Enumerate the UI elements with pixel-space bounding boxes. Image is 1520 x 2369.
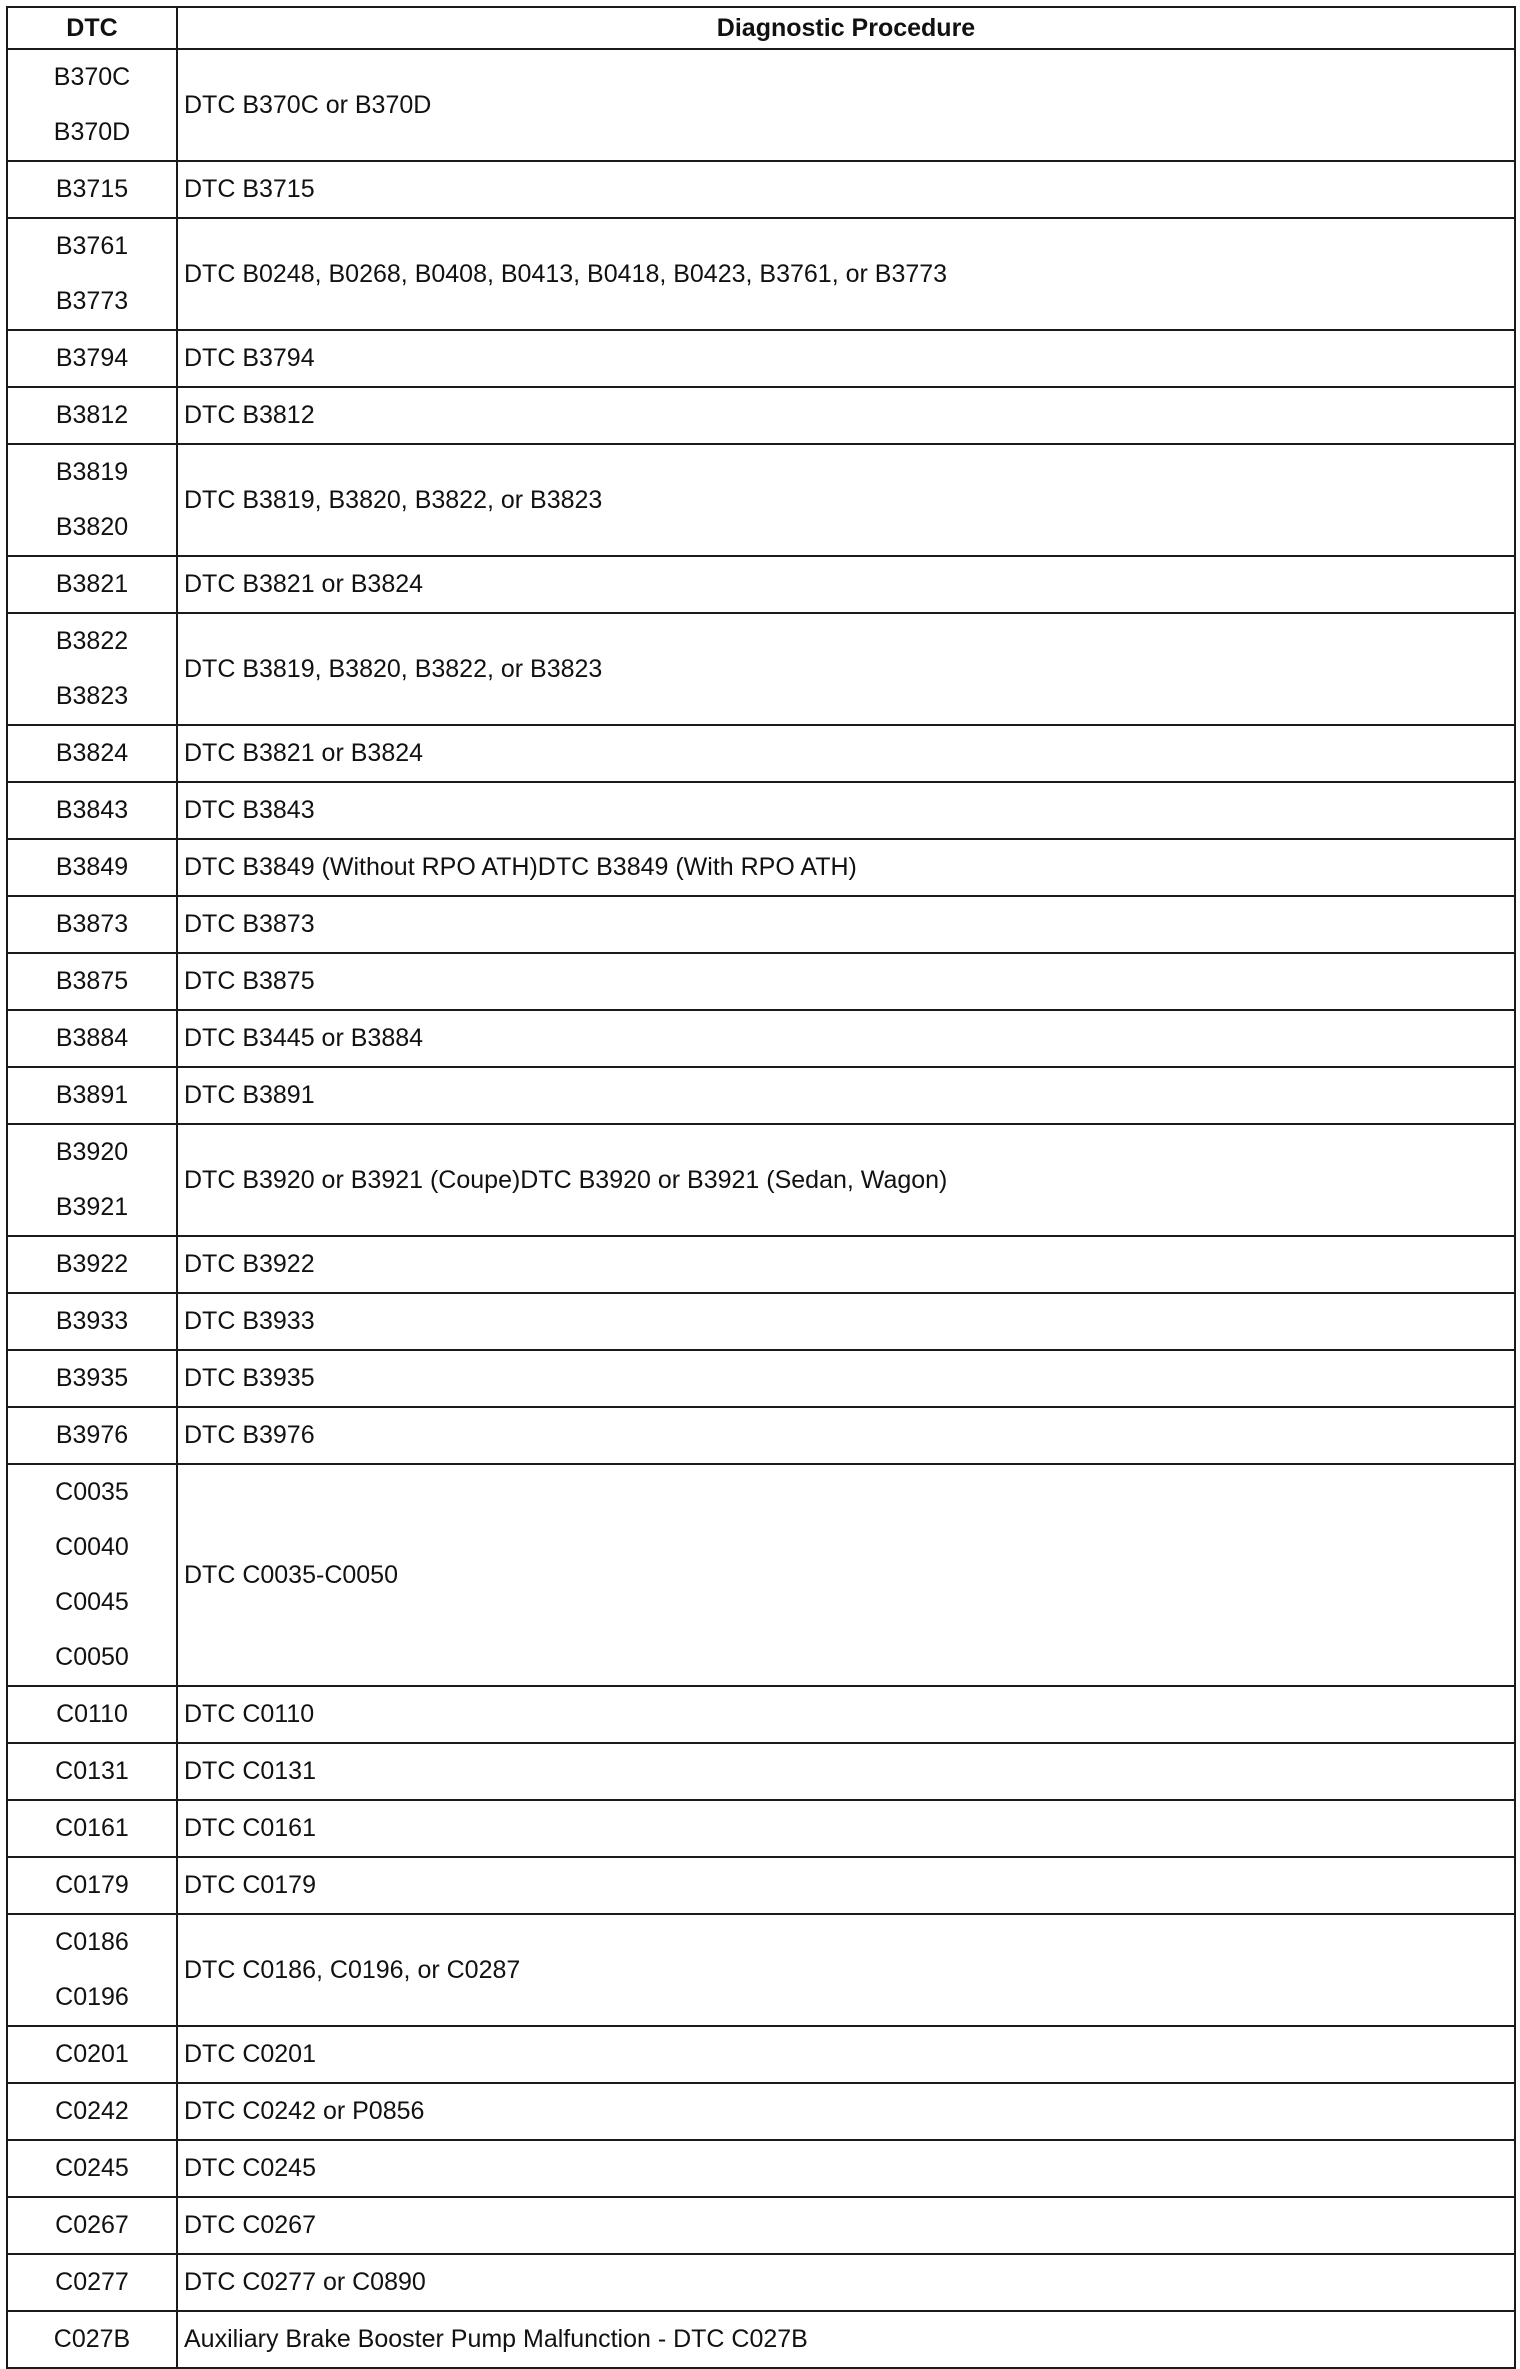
- procedure-cell: DTC B3976: [177, 1407, 1515, 1464]
- table-row: [7, 2197, 1515, 2254]
- dtc-code: C0242: [55, 2097, 129, 2125]
- procedure-cell: DTC B3920 or B3921 (Coupe)DTC B3920 or B3921 (Sedan, Wagon): [177, 1124, 1515, 1236]
- dtc-code: C0245: [55, 2154, 129, 2182]
- table-row: [7, 330, 1515, 387]
- table-row: [7, 1236, 1515, 1293]
- procedure-cell: DTC C0277 or C0890: [177, 2254, 1515, 2311]
- dtc-code: B3812: [55, 401, 129, 429]
- dtc-cell: [7, 2311, 177, 2368]
- dtc-code: C0196: [55, 1983, 129, 2011]
- dtc-code: B3823: [55, 682, 129, 710]
- dtc-code: B3922: [55, 1250, 129, 1278]
- table-row: [7, 387, 1515, 444]
- dtc-cell: [7, 1236, 177, 1293]
- dtc-cell: [7, 1067, 177, 1124]
- procedure-cell: DTC B3819, B3820, B3822, or B3823: [177, 444, 1515, 556]
- dtc-code: B3715: [55, 175, 129, 203]
- procedure-cell: DTC C0161: [177, 1800, 1515, 1857]
- dtc-cell: [7, 725, 177, 782]
- procedure-cell: DTC C0201: [177, 2026, 1515, 2083]
- dtc-code: B370D: [53, 118, 131, 146]
- procedure-cell: DTC B3875: [177, 953, 1515, 1010]
- procedure-cell: DTC C0245: [177, 2140, 1515, 2197]
- table-row: [7, 49, 1515, 161]
- dtc-cell: [7, 1010, 177, 1067]
- table-row: [7, 2026, 1515, 2083]
- dtc-code: C0040: [55, 1533, 129, 1561]
- procedure-cell: DTC B3873: [177, 896, 1515, 953]
- dtc-cell: [7, 1914, 177, 2026]
- table-row: [7, 556, 1515, 613]
- dtc-code: B3819: [55, 458, 129, 486]
- table-body: [7, 49, 1515, 2368]
- dtc-cell: [7, 782, 177, 839]
- procedure-cell: DTC C0242 or P0856: [177, 2083, 1515, 2140]
- table-header-row: [7, 7, 1515, 49]
- table-row: [7, 218, 1515, 330]
- dtc-column-header: DTC: [7, 7, 177, 49]
- table-row: [7, 896, 1515, 953]
- procedure-cell: DTC C0035-C0050: [177, 1464, 1515, 1686]
- dtc-cell: [7, 613, 177, 725]
- dtc-code: B3875: [55, 967, 129, 995]
- dtc-cell: [7, 387, 177, 444]
- table-row: [7, 2140, 1515, 2197]
- dtc-code: C0131: [55, 1757, 129, 1785]
- procedure-cell: DTC B370C or B370D: [177, 49, 1515, 161]
- dtc-code: B3794: [55, 344, 129, 372]
- procedure-cell: Auxiliary Brake Booster Pump Malfunction - DTC C027B: [177, 2311, 1515, 2368]
- dtc-code: B3822: [55, 627, 129, 655]
- dtc-code: B3891: [55, 1081, 129, 1109]
- table-row: [7, 2083, 1515, 2140]
- procedure-cell: DTC B3794: [177, 330, 1515, 387]
- dtc-code: B370C: [53, 63, 131, 91]
- dtc-code: C0050: [55, 1643, 129, 1671]
- procedure-cell: DTC C0186, C0196, or C0287: [177, 1914, 1515, 2026]
- dtc-cell: [7, 330, 177, 387]
- table-row: [7, 613, 1515, 725]
- table-row: [7, 1067, 1515, 1124]
- dtc-cell: [7, 2140, 177, 2197]
- dtc-cell: [7, 1743, 177, 1800]
- procedure-cell: DTC B3821 or B3824: [177, 725, 1515, 782]
- dtc-code: B3935: [55, 1364, 129, 1392]
- dtc-cell: [7, 1124, 177, 1236]
- dtc-code: C0161: [55, 1814, 129, 1842]
- dtc-code: B3820: [55, 513, 129, 541]
- dtc-cell: [7, 1857, 177, 1914]
- dtc-code: B3773: [55, 287, 129, 315]
- table-row: [7, 725, 1515, 782]
- dtc-cell: [7, 839, 177, 896]
- dtc-code: C0277: [55, 2268, 129, 2296]
- table-row: [7, 2254, 1515, 2311]
- table-row: [7, 444, 1515, 556]
- dtc-code: B3824: [55, 739, 129, 767]
- procedure-cell: DTC B3715: [177, 161, 1515, 218]
- dtc-code: C0045: [55, 1588, 129, 1616]
- table-row: [7, 1124, 1515, 1236]
- dtc-cell: [7, 1800, 177, 1857]
- dtc-cell: [7, 2254, 177, 2311]
- table-row: [7, 2311, 1515, 2368]
- dtc-code: B3761: [55, 232, 129, 260]
- dtc-code: B3849: [55, 853, 129, 881]
- dtc-cell: [7, 2026, 177, 2083]
- procedure-cell: DTC B3445 or B3884: [177, 1010, 1515, 1067]
- dtc-code: C0267: [55, 2211, 129, 2239]
- procedure-cell: DTC C0131: [177, 1743, 1515, 1800]
- procedure-cell: DTC B3843: [177, 782, 1515, 839]
- procedure-cell: DTC B3935: [177, 1350, 1515, 1407]
- dtc-code: B3884: [55, 1024, 129, 1052]
- dtc-code: B3933: [55, 1307, 129, 1335]
- dtc-cell: [7, 218, 177, 330]
- table-row: [7, 1350, 1515, 1407]
- procedure-cell: DTC C0179: [177, 1857, 1515, 1914]
- dtc-code: B3873: [55, 910, 129, 938]
- procedure-cell: DTC B3933: [177, 1293, 1515, 1350]
- dtc-cell: [7, 953, 177, 1010]
- table-row: [7, 782, 1515, 839]
- dtc-code: C0201: [55, 2040, 129, 2068]
- procedure-cell: DTC C0110: [177, 1686, 1515, 1743]
- dtc-code: C0179: [55, 1871, 129, 1899]
- procedure-cell: DTC B3819, B3820, B3822, or B3823: [177, 613, 1515, 725]
- table-row: [7, 1914, 1515, 2026]
- procedure-cell: DTC B3812: [177, 387, 1515, 444]
- dtc-table: [6, 6, 1516, 2369]
- table-row: [7, 1010, 1515, 1067]
- dtc-cell: [7, 896, 177, 953]
- table-row: [7, 1407, 1515, 1464]
- table-row: [7, 1464, 1515, 1686]
- dtc-cell: [7, 2083, 177, 2140]
- procedure-cell: DTC B3891: [177, 1067, 1515, 1124]
- table-row: [7, 1293, 1515, 1350]
- dtc-table-container: [6, 6, 1514, 2369]
- table-row: [7, 161, 1515, 218]
- procedure-cell: DTC C0267: [177, 2197, 1515, 2254]
- table-row: [7, 1857, 1515, 1914]
- dtc-cell: [7, 444, 177, 556]
- dtc-code: B3920: [55, 1138, 129, 1166]
- dtc-code: B3821: [55, 570, 129, 598]
- dtc-cell: [7, 49, 177, 161]
- dtc-code: B3843: [55, 796, 129, 824]
- procedure-column-header: Diagnostic Procedure: [177, 7, 1515, 49]
- dtc-cell: [7, 1293, 177, 1350]
- procedure-cell: DTC B0248, B0268, B0408, B0413, B0418, B0423, B3761, or B3773: [177, 218, 1515, 330]
- dtc-code: C027B: [53, 2325, 131, 2353]
- procedure-cell: DTC B3849 (Without RPO ATH)DTC B3849 (With RPO ATH): [177, 839, 1515, 896]
- dtc-cell: [7, 1350, 177, 1407]
- dtc-code: B3976: [55, 1421, 129, 1449]
- dtc-code: C0110: [56, 1700, 128, 1728]
- table-row: [7, 839, 1515, 896]
- dtc-code: C0035: [55, 1478, 129, 1506]
- table-row: [7, 1743, 1515, 1800]
- table-row: [7, 953, 1515, 1010]
- dtc-cell: [7, 161, 177, 218]
- procedure-cell: DTC B3821 or B3824: [177, 556, 1515, 613]
- dtc-code: C0186: [55, 1928, 129, 1956]
- dtc-cell: [7, 1407, 177, 1464]
- table-row: [7, 1800, 1515, 1857]
- dtc-cell: [7, 2197, 177, 2254]
- table-row: [7, 1686, 1515, 1743]
- dtc-cell: [7, 556, 177, 613]
- dtc-cell: [7, 1464, 177, 1686]
- procedure-cell: DTC B3922: [177, 1236, 1515, 1293]
- dtc-cell: [7, 1686, 177, 1743]
- dtc-code: B3921: [55, 1193, 129, 1221]
